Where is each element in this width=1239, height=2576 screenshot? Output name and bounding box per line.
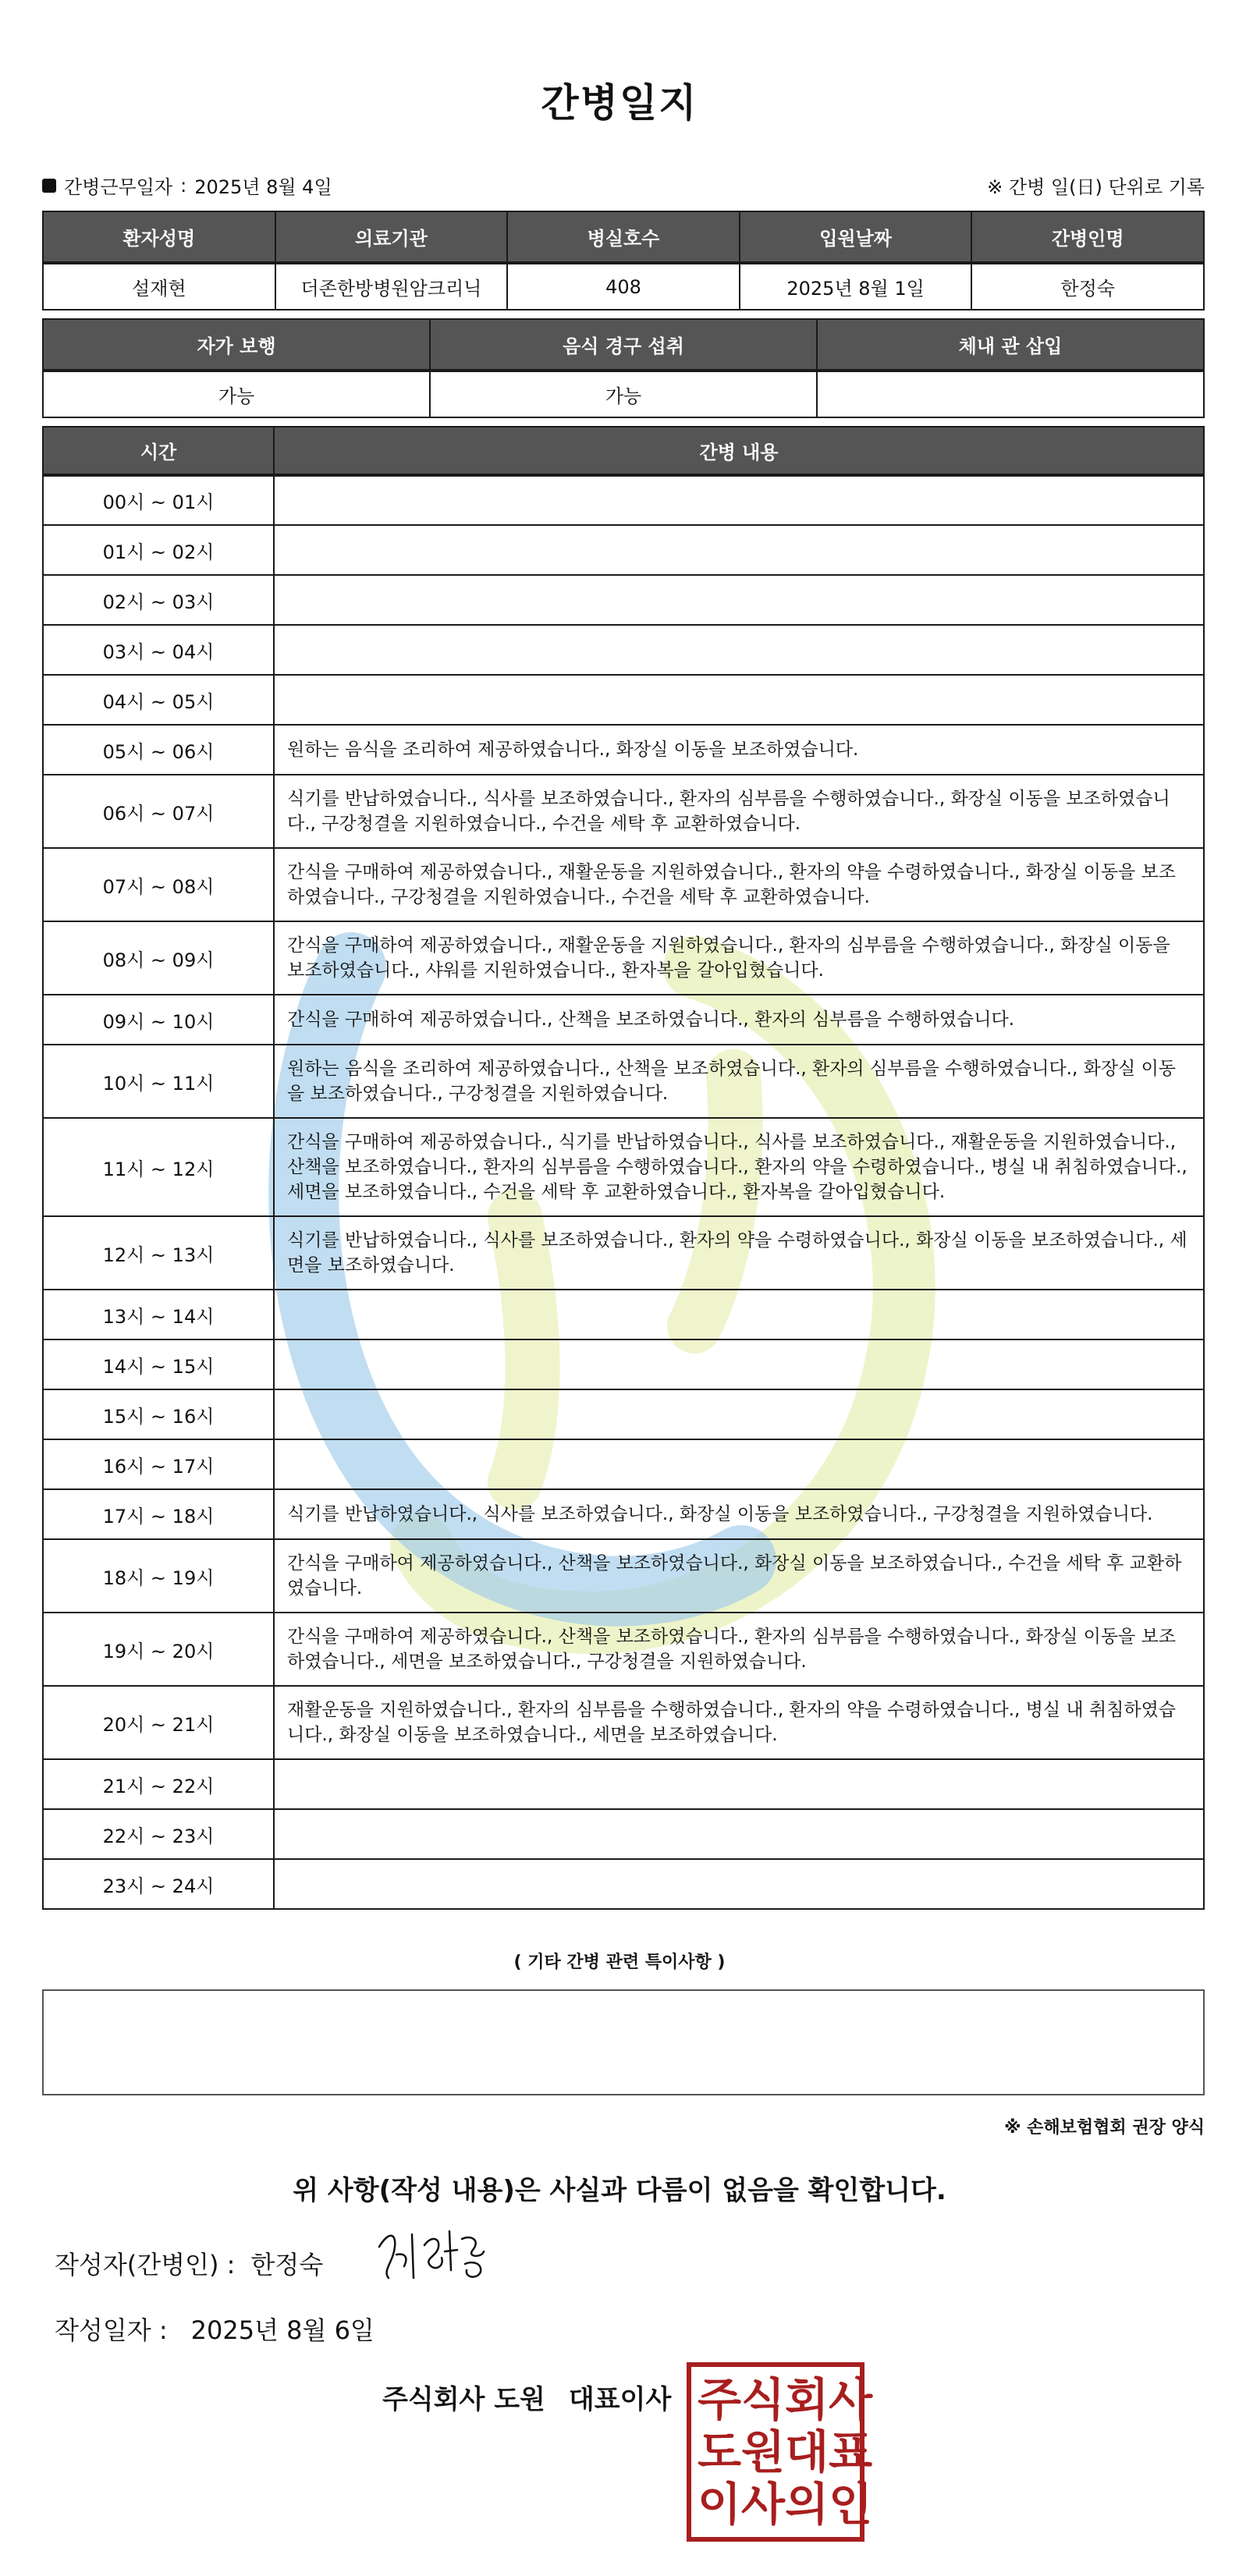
work-date-value: 2025년 8월 4일: [194, 176, 332, 198]
seal-char: 도: [698, 2425, 742, 2478]
seal-char: 원: [741, 2425, 786, 2478]
time-cell: 18시 ~ 19시: [43, 1539, 274, 1613]
header-walking: 자가 보행: [43, 319, 430, 371]
time-cell: 04시 ~ 05시: [43, 675, 274, 725]
table-row: [43, 995, 1204, 1045]
header-time: 시간: [43, 427, 274, 475]
header-tube: 체내 관 삽입: [817, 319, 1204, 371]
value-patient-name: 설재현: [43, 263, 275, 310]
time-cell: 00시 ~ 01시: [43, 475, 274, 525]
time-cell: 08시 ~ 09시: [43, 921, 274, 995]
value-caregiver: 한정숙: [971, 263, 1204, 310]
header-care-content: 간병 내용: [274, 427, 1204, 475]
care-content-cell: 식기를 반납하였습니다., 식사를 보조하였습니다., 환자의 심부름을 수행하였습니다., 화장실 이동을 보조하였습니다., 구강청결을 지원하였습니다., 수건을 세탁 후 교환하였습니다.: [274, 775, 1204, 848]
seal-char: 인: [829, 2478, 873, 2532]
time-cell: 02시 ~ 03시: [43, 575, 274, 625]
unit-note: ※ 간병 일(日) 단위로 기록: [987, 176, 1205, 198]
table-row: [43, 1613, 1204, 1686]
bullet-square-icon: [42, 179, 56, 193]
table-row: [43, 775, 1204, 848]
header-room: 병실호수: [507, 211, 740, 263]
seal-char: 표: [829, 2425, 873, 2478]
time-cell: 09시 ~ 10시: [43, 995, 274, 1045]
table-row: [43, 1118, 1204, 1216]
table-row: [43, 1686, 1204, 1759]
time-cell: 13시 ~ 14시: [43, 1290, 274, 1339]
header-caregiver: 간병인명: [971, 211, 1204, 263]
patient-info-table: [42, 211, 1205, 310]
notes-box: [42, 1989, 1205, 2095]
table-row: [43, 1809, 1204, 1859]
time-cell: 20시 ~ 21시: [43, 1686, 274, 1759]
table-row: [43, 1339, 1204, 1389]
value-admission-date: 2025년 8월 1일: [740, 263, 972, 310]
value-oral-intake: 가능: [430, 371, 817, 417]
time-cell: 05시 ~ 06시: [43, 725, 274, 775]
seal-char: 이: [698, 2478, 742, 2532]
care-content-cell: 원하는 음식을 조리하여 제공하였습니다., 산책을 보조하였습니다., 환자의 심부름을 수행하였습니다., 화장실 이동을 보조하였습니다., 구강청결을 지원하였습니다.: [274, 1045, 1204, 1118]
table-row: [43, 675, 1204, 725]
table-row: [43, 1389, 1204, 1439]
care-content-cell: [274, 1859, 1204, 1909]
seal-characters: [698, 2372, 873, 2532]
care-content-cell: [274, 1339, 1204, 1389]
care-content-cell: [274, 1439, 1204, 1489]
patient-status-table: [42, 318, 1205, 418]
table-row: [43, 525, 1204, 575]
time-cell: 06시 ~ 07시: [43, 775, 274, 848]
care-content-cell: [274, 475, 1204, 525]
header-oral-intake: 음식 경구 섭취: [430, 319, 817, 371]
recommendation-note: ※ 손해보험협회 권장 양식: [1004, 2118, 1205, 2138]
table-row: [43, 1539, 1204, 1613]
care-content-cell: [274, 1290, 1204, 1339]
table-row: [43, 1859, 1204, 1909]
care-content-cell: [274, 525, 1204, 575]
seal-char: 사: [741, 2478, 786, 2532]
seal-char: 사: [829, 2372, 873, 2426]
handwritten-signature: [373, 2223, 490, 2286]
meta-row: [42, 172, 1205, 203]
writer-label: 작성자(간병인) :: [55, 2250, 236, 2280]
time-cell: 23시 ~ 24시: [43, 1859, 274, 1909]
header-patient-name: 환자성명: [43, 211, 275, 263]
time-cell: 19시 ~ 20시: [43, 1613, 274, 1686]
time-cell: 15시 ~ 16시: [43, 1389, 274, 1439]
time-cell: 11시 ~ 12시: [43, 1118, 274, 1216]
table-row: [43, 1489, 1204, 1539]
value-walking: 가능: [43, 371, 430, 417]
table-row: [43, 725, 1204, 775]
company-role: 대표이사: [568, 2384, 672, 2415]
time-cell: 21시 ~ 22시: [43, 1759, 274, 1809]
header-hospital: 의료기관: [275, 211, 508, 263]
table-row: [43, 625, 1204, 675]
written-date-row: [55, 2311, 375, 2347]
time-cell: 12시 ~ 13시: [43, 1216, 274, 1290]
work-date-label: 간병근무일자: [64, 176, 173, 198]
care-content-cell: [274, 1809, 1204, 1859]
value-tube: [817, 371, 1204, 417]
care-content-cell: [274, 675, 1204, 725]
care-content-cell: 간식을 구매하여 제공하였습니다., 산책을 보조하였습니다., 환자의 심부름을 수행하였습니다.: [274, 995, 1204, 1045]
written-date-value: 2025년 8월 6일: [190, 2315, 375, 2345]
time-cell: 22시 ~ 23시: [43, 1809, 274, 1859]
value-hospital: 더존한방병원암크리닉: [275, 263, 508, 310]
seal-char: 주: [698, 2372, 742, 2426]
table-row: [43, 1045, 1204, 1118]
company-seal: [687, 2362, 873, 2542]
care-content-cell: 재활운동을 지원하였습니다., 환자의 심부름을 수행하였습니다., 환자의 약을 수령하였습니다., 병실 내 취침하였습니다., 화장실 이동을 보조하였습니다., 세면을 보조하였습니다.: [274, 1686, 1204, 1759]
time-cell: 07시 ~ 08시: [43, 848, 274, 921]
value-room: 408: [507, 263, 740, 310]
time-cell: 03시 ~ 04시: [43, 625, 274, 675]
document-title: 간병일지: [541, 80, 698, 126]
notes-title: ( 기타 간병 관련 특이사항 ): [513, 1953, 726, 1972]
table-row: [43, 921, 1204, 995]
confirmation-statement: 위 사항(작성 내용)은 사실과 다름이 없음을 확인합니다.: [293, 2175, 946, 2206]
care-content-cell: 간식을 구매하여 제공하였습니다., 산책을 보조하였습니다., 화장실 이동을 보조하였습니다., 수건을 세탁 후 교환하였습니다.: [274, 1539, 1204, 1613]
time-cell: 14시 ~ 15시: [43, 1339, 274, 1389]
care-content-cell: [274, 625, 1204, 675]
seal-char: 회: [785, 2372, 829, 2426]
time-cell: 01시 ~ 02시: [43, 525, 274, 575]
care-content-cell: 간식을 구매하여 제공하였습니다., 산책을 보조하였습니다., 환자의 심부름을 수행하였습니다., 화장실 이동을 보조하였습니다., 세면을 보조하였습니다., 구강청결을 지원하였습니다.: [274, 1613, 1204, 1686]
care-log-table: [42, 426, 1205, 1910]
time-cell: 10시 ~ 11시: [43, 1045, 274, 1118]
care-content-cell: 식기를 반납하였습니다., 식사를 보조하였습니다., 화장실 이동을 보조하였습니다., 구강청결을 지원하였습니다.: [274, 1489, 1204, 1539]
table-row: [43, 1759, 1204, 1809]
company-row: [382, 2378, 671, 2416]
table-row: [43, 475, 1204, 525]
seal-char: 의: [785, 2478, 829, 2532]
time-cell: 16시 ~ 17시: [43, 1439, 274, 1489]
care-content-cell: 간식을 구매하여 제공하였습니다., 재활운동을 지원하였습니다., 환자의 약을 수령하였습니다., 화장실 이동을 보조하였습니다., 구강청결을 지원하였습니다., 수건을 세탁 후 교환하였습니다.: [274, 848, 1204, 921]
seal-char: 대: [785, 2425, 829, 2478]
care-log-body: [43, 475, 1204, 1909]
care-content-cell: 간식을 구매하여 제공하였습니다., 식기를 반납하였습니다., 식사를 보조하였습니다., 재활운동을 지원하였습니다., 산책을 보조하였습니다., 환자의 심부름을 수행하였습니다., 환자의 약을 수령하였습니다., 병실 내 취침하였습니다., 세면을 보조하였습니다., 수건을 세탁 후 교환하였습니다., 환자복을 갈아입혔습니다.: [274, 1118, 1204, 1216]
care-content-cell: [274, 575, 1204, 625]
care-content-cell: 간식을 구매하여 제공하였습니다., 재활운동을 지원하였습니다., 환자의 심부름을 수행하였습니다., 화장실 이동을 보조하였습니다., 샤워를 지원하였습니다., 환자복을 갈아입혔습니다.: [274, 921, 1204, 995]
care-content-cell: [274, 1759, 1204, 1809]
writer-row: [55, 2245, 323, 2281]
care-content-cell: 원하는 음식을 조리하여 제공하였습니다., 화장실 이동을 보조하였습니다.: [274, 725, 1204, 775]
company-name: 주식회사 도원: [382, 2384, 545, 2415]
care-content-cell: 식기를 반납하였습니다., 식사를 보조하였습니다., 환자의 약을 수령하였습니다., 화장실 이동을 보조하였습니다., 세면을 보조하였습니다.: [274, 1216, 1204, 1290]
work-date-group: [42, 172, 332, 199]
seal-char: 식: [741, 2372, 786, 2426]
care-content-cell: [274, 1389, 1204, 1439]
table-row: [43, 1439, 1204, 1489]
header-admission-date: 입원날짜: [740, 211, 972, 263]
table-row: [43, 1290, 1204, 1339]
table-row: [43, 575, 1204, 625]
table-row: [43, 1216, 1204, 1290]
writer-name: 한정숙: [250, 2250, 324, 2280]
time-cell: 17시 ~ 18시: [43, 1489, 274, 1539]
table-row: [43, 848, 1204, 921]
work-date-separator: :: [180, 174, 187, 197]
written-date-label: 작성일자 :: [55, 2315, 168, 2345]
